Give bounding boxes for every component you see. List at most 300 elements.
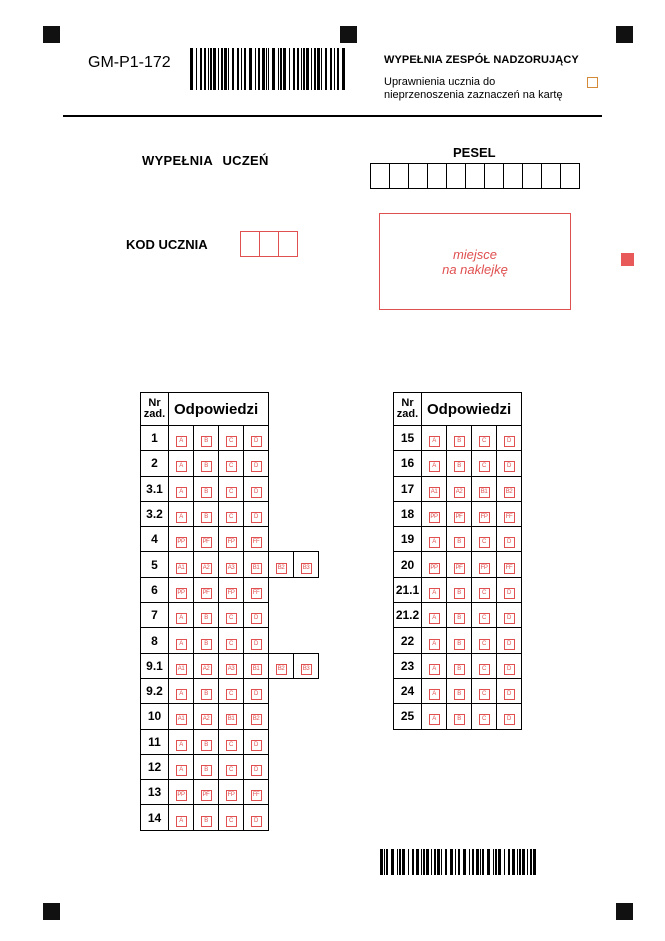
answer-option-box[interactable]: B	[201, 461, 212, 472]
pesel-digit-box[interactable]	[523, 164, 542, 188]
answer-row	[141, 653, 319, 678]
answer-option-box[interactable]: C	[226, 639, 237, 650]
header-nr-line2: zad.	[396, 408, 419, 420]
answer-option-box[interactable]: A	[429, 436, 440, 447]
answer-option-box[interactable]: D	[504, 689, 515, 700]
barcode-bar	[208, 48, 209, 90]
barcode-bar	[334, 48, 335, 90]
answer-row	[141, 729, 319, 754]
answer-option-box[interactable]: FF	[251, 537, 262, 548]
answer-option-box[interactable]: C	[479, 588, 490, 599]
answer-cell	[422, 678, 447, 703]
supervisor-text	[384, 76, 579, 102]
answer-row	[141, 476, 319, 501]
question-number: 20	[394, 552, 422, 577]
answer-row	[394, 628, 522, 653]
answer-option-box[interactable]: C	[479, 664, 490, 675]
answer-option-box[interactable]: D	[504, 714, 515, 725]
answer-option-box[interactable]: D	[504, 639, 515, 650]
answer-cell	[472, 628, 497, 653]
answer-cell	[269, 552, 294, 577]
answer-cell	[194, 426, 219, 451]
answer-option-box[interactable]: C	[226, 613, 237, 624]
answer-cell	[447, 704, 472, 729]
kod-ucznia-input[interactable]	[240, 231, 298, 257]
barcode-bar	[498, 849, 501, 875]
answer-cell	[497, 552, 522, 577]
answer-cell	[219, 426, 244, 451]
corner-marker-top-left	[43, 26, 60, 43]
answer-option-box[interactable]: FF	[504, 563, 515, 574]
barcode-bar	[412, 849, 414, 875]
answer-option-box[interactable]: B2	[504, 487, 515, 498]
answer-option-box[interactable]: A	[429, 714, 440, 725]
answer-cell	[294, 552, 319, 577]
answer-row	[141, 678, 319, 703]
barcode-bar	[325, 48, 327, 90]
barcode-bar	[522, 849, 525, 875]
barcode-bar	[221, 48, 223, 90]
answer-option-box[interactable]: A	[176, 765, 187, 776]
kod-digit-box[interactable]	[279, 232, 297, 256]
answer-option-box[interactable]: C	[226, 512, 237, 523]
answer-option-box[interactable]: A	[176, 639, 187, 650]
barcode-bar	[480, 849, 481, 875]
answer-option-box[interactable]: FP	[226, 537, 237, 548]
answer-cell	[169, 603, 194, 628]
sticker-text-line2: na naklejkę	[442, 261, 508, 277]
question-number: 17	[394, 476, 422, 501]
supervisor-text-line1: Uprawnienia ucznia do	[384, 76, 496, 88]
pesel-input[interactable]	[370, 163, 580, 189]
barcode-bar	[283, 48, 286, 90]
sticker-text-line1: miejsce	[452, 246, 498, 262]
answer-row	[141, 527, 319, 552]
pesel-digit-box[interactable]	[466, 164, 485, 188]
answer-option-box[interactable]: A	[429, 537, 440, 548]
answer-option-box[interactable]: B2	[276, 563, 287, 574]
header-odpowiedzi: Odpowiedzi	[169, 393, 269, 426]
answer-option-box[interactable]: FP	[226, 588, 237, 599]
answer-cell	[219, 780, 244, 805]
barcode-bar	[218, 48, 219, 90]
answer-option-box[interactable]: A2	[454, 487, 465, 498]
answer-cell	[219, 476, 244, 501]
answer-option-box[interactable]: C	[479, 537, 490, 548]
answer-option-box[interactable]: B	[454, 664, 465, 675]
answer-option-box[interactable]: D	[251, 613, 262, 624]
barcode-bar	[232, 48, 234, 90]
answer-cell	[497, 678, 522, 703]
answer-option-box[interactable]: B	[201, 816, 212, 827]
header-nr-line2: zad.	[143, 408, 166, 420]
barcode-bar	[423, 849, 425, 875]
answer-option-box[interactable]: A	[176, 436, 187, 447]
kod-digit-box[interactable]	[260, 232, 279, 256]
answer-option-box[interactable]: B1	[251, 563, 262, 574]
answer-cell	[447, 577, 472, 602]
barcode-bar	[487, 849, 490, 875]
answer-cell	[219, 552, 244, 577]
red-alignment-marker	[621, 253, 634, 266]
answer-option-box[interactable]: D	[251, 487, 262, 498]
answer-option-box[interactable]: A	[429, 588, 440, 599]
answer-cell	[219, 501, 244, 526]
answer-option-box[interactable]: B1	[251, 664, 262, 675]
answer-option-box[interactable]: D	[251, 639, 262, 650]
answer-option-box[interactable]: A	[429, 461, 440, 472]
answer-cell	[497, 577, 522, 602]
barcode-bar	[399, 849, 401, 875]
answer-cell	[472, 426, 497, 451]
barcode-bar	[224, 48, 227, 90]
answer-option-box[interactable]: B	[201, 613, 212, 624]
answer-option-box[interactable]: D	[504, 664, 515, 675]
answer-option-box[interactable]: B	[454, 537, 465, 548]
answer-option-box[interactable]: PF	[201, 588, 212, 599]
answer-option-box[interactable]: FF	[251, 588, 262, 599]
answer-cell	[244, 729, 269, 754]
answer-option-box[interactable]: C	[226, 689, 237, 700]
answer-option-box[interactable]: A	[176, 689, 187, 700]
answer-cell	[472, 501, 497, 526]
barcode-bar	[289, 48, 290, 90]
answer-option-box[interactable]: B2	[251, 714, 262, 725]
answer-row	[141, 704, 319, 729]
answer-option-box[interactable]: D	[251, 689, 262, 700]
answer-option-box[interactable]: A	[176, 487, 187, 498]
answer-option-box[interactable]: C	[479, 436, 490, 447]
question-number: 16	[394, 451, 422, 476]
question-number: 18	[394, 501, 422, 526]
answer-option-box[interactable]: A	[176, 816, 187, 827]
answer-row	[141, 552, 319, 577]
answer-cell	[194, 704, 219, 729]
barcode-bar	[472, 849, 474, 875]
answer-cell	[244, 754, 269, 779]
permission-checkbox[interactable]	[587, 77, 598, 88]
answer-cell	[422, 628, 447, 653]
answer-cell	[447, 552, 472, 577]
answer-row	[141, 451, 319, 476]
answer-option-box[interactable]: PP	[176, 790, 187, 801]
answer-cell	[472, 653, 497, 678]
barcode-bar	[337, 48, 339, 90]
question-number: 9.2	[141, 678, 169, 703]
answer-option-box[interactable]: B	[454, 639, 465, 650]
pesel-digit-box[interactable]	[561, 164, 579, 188]
answer-cell	[219, 603, 244, 628]
answer-option-box[interactable]: PF	[201, 537, 212, 548]
pesel-digit-box[interactable]	[542, 164, 561, 188]
answer-option-box[interactable]: B	[201, 436, 212, 447]
answer-cell	[422, 704, 447, 729]
answer-cell	[169, 552, 194, 577]
barcode-bar	[384, 849, 385, 875]
barcode-bar	[458, 849, 460, 875]
answer-option-box[interactable]: B1	[479, 487, 490, 498]
barcode-bar	[421, 849, 422, 875]
question-number: 19	[394, 527, 422, 552]
answer-cell	[497, 451, 522, 476]
barcode-bar	[380, 849, 383, 875]
answer-cell	[194, 552, 219, 577]
answer-option-box[interactable]: D	[251, 461, 262, 472]
answer-cell	[244, 476, 269, 501]
answer-option-box[interactable]: A	[176, 613, 187, 624]
question-number: 15	[394, 426, 422, 451]
question-number: 14	[141, 805, 169, 830]
barcode-bar	[402, 849, 405, 875]
answer-option-box[interactable]: B	[454, 461, 465, 472]
answer-table-right	[393, 392, 522, 730]
question-number: 23	[394, 653, 422, 678]
answer-option-box[interactable]: C	[226, 740, 237, 751]
answer-cell	[169, 577, 194, 602]
barcode-bar	[314, 48, 316, 90]
answer-cell	[422, 527, 447, 552]
pesel-digit-box[interactable]	[504, 164, 523, 188]
question-number: 1	[141, 426, 169, 451]
answer-option-box[interactable]: PP	[176, 588, 187, 599]
answer-option-box[interactable]: B	[201, 765, 212, 776]
answer-option-box[interactable]: PP	[176, 537, 187, 548]
barcode-bar	[278, 48, 279, 90]
answer-option-box[interactable]: C	[226, 765, 237, 776]
answer-cell	[447, 451, 472, 476]
answer-row	[394, 653, 522, 678]
header-nr-line1: Nr	[148, 397, 161, 409]
answer-option-box[interactable]: D	[251, 765, 262, 776]
answer-option-box[interactable]: A1	[176, 714, 187, 725]
answer-cell	[169, 628, 194, 653]
answer-cell	[447, 628, 472, 653]
barcode-bar	[268, 48, 270, 90]
answer-row	[394, 451, 522, 476]
answer-option-box[interactable]: B	[454, 689, 465, 700]
answer-option-box[interactable]: B	[454, 714, 465, 725]
pesel-digit-box[interactable]	[390, 164, 409, 188]
answer-option-box[interactable]: B	[201, 487, 212, 498]
answer-option-box[interactable]: D	[251, 816, 262, 827]
pesel-digit-box[interactable]	[409, 164, 428, 188]
barcode-bar	[437, 849, 440, 875]
answer-row	[141, 501, 319, 526]
answer-cell	[244, 704, 269, 729]
barcode-bar	[321, 48, 322, 90]
answer-cell	[422, 426, 447, 451]
corner-marker-top-center	[340, 26, 357, 43]
answer-cell	[194, 754, 219, 779]
answer-option-box[interactable]: B	[201, 740, 212, 751]
answer-option-box[interactable]: B	[201, 512, 212, 523]
answer-option-box[interactable]: A2	[201, 664, 212, 675]
pesel-digit-box[interactable]	[428, 164, 447, 188]
pesel-digit-box[interactable]	[485, 164, 504, 188]
answer-option-box[interactable]: D	[504, 461, 515, 472]
question-number: 11	[141, 729, 169, 754]
answer-option-box[interactable]: A	[429, 689, 440, 700]
question-number: 13	[141, 780, 169, 805]
answer-option-box[interactable]: D	[504, 436, 515, 447]
answer-option-box[interactable]: C	[226, 436, 237, 447]
answer-option-box[interactable]: D	[504, 613, 515, 624]
answer-cell	[244, 628, 269, 653]
answer-row	[394, 501, 522, 526]
answer-option-box[interactable]: B1	[226, 714, 237, 725]
answer-cell	[472, 552, 497, 577]
answer-option-box[interactable]: B	[201, 689, 212, 700]
answer-cell	[194, 501, 219, 526]
answer-option-box[interactable]: A2	[201, 714, 212, 725]
barcode-bar	[272, 48, 275, 90]
barcode-bar	[228, 48, 229, 90]
answer-option-box[interactable]: A	[429, 613, 440, 624]
answer-option-box[interactable]: FP	[479, 512, 490, 523]
barcode-top	[190, 48, 348, 90]
barcode-bar	[408, 849, 409, 875]
answer-option-box[interactable]: FP	[226, 790, 237, 801]
answer-cell	[447, 603, 472, 628]
answer-cell	[422, 552, 447, 577]
answer-cell	[194, 729, 219, 754]
answer-option-box[interactable]: B	[454, 436, 465, 447]
answer-option-box[interactable]: PF	[201, 790, 212, 801]
barcode-bar	[495, 849, 497, 875]
answer-option-box[interactable]: C	[226, 487, 237, 498]
corner-marker-bottom-right	[616, 903, 633, 920]
answer-option-box[interactable]: FP	[479, 563, 490, 574]
answer-option-box[interactable]: D	[251, 436, 262, 447]
answer-option-box[interactable]: C	[479, 639, 490, 650]
answer-cell	[244, 805, 269, 830]
answer-row	[141, 628, 319, 653]
answer-cell	[244, 780, 269, 805]
answer-option-box[interactable]: A1	[176, 563, 187, 574]
answer-cell	[194, 577, 219, 602]
answer-option-box[interactable]: FF	[251, 790, 262, 801]
answer-option-box[interactable]: A	[429, 639, 440, 650]
answer-cell	[219, 678, 244, 703]
answer-option-box[interactable]: C	[479, 613, 490, 624]
answer-option-box[interactable]: B3	[301, 664, 312, 675]
question-number: 2	[141, 451, 169, 476]
answer-option-box[interactable]: B	[454, 613, 465, 624]
answer-option-box[interactable]: A1	[176, 664, 187, 675]
answer-option-box[interactable]: A	[176, 740, 187, 751]
answer-cell	[497, 603, 522, 628]
answer-cell	[169, 754, 194, 779]
answer-option-box[interactable]: C	[479, 461, 490, 472]
answer-option-box[interactable]: B3	[301, 563, 312, 574]
barcode-bar	[306, 48, 309, 90]
answer-row	[141, 603, 319, 628]
answer-option-box[interactable]: B2	[276, 664, 287, 675]
answer-option-box[interactable]: PP	[429, 512, 440, 523]
barcode-bar	[482, 849, 484, 875]
answer-cell	[497, 628, 522, 653]
answer-cell	[244, 678, 269, 703]
barcode-bar	[397, 849, 398, 875]
answer-option-box[interactable]: A	[176, 512, 187, 523]
answer-option-box[interactable]: PP	[429, 563, 440, 574]
answer-cell	[422, 476, 447, 501]
answer-option-box[interactable]: A3	[226, 664, 237, 675]
barcode-bar	[416, 849, 419, 875]
answer-option-box[interactable]: A2	[201, 563, 212, 574]
corner-marker-bottom-left	[43, 903, 60, 920]
question-number: 25	[394, 704, 422, 729]
answer-cell	[294, 653, 319, 678]
answer-cell	[472, 704, 497, 729]
answer-option-box[interactable]: B	[454, 588, 465, 599]
barcode-bar	[426, 849, 429, 875]
answer-option-box[interactable]: D	[504, 588, 515, 599]
barcode-bar	[431, 849, 432, 875]
answer-option-box[interactable]: A	[429, 664, 440, 675]
question-number: 12	[141, 754, 169, 779]
pesel-digit-box[interactable]	[371, 164, 390, 188]
question-number: 21.1	[394, 577, 422, 602]
barcode-bar	[476, 849, 479, 875]
answer-option-box[interactable]: A3	[226, 563, 237, 574]
question-number: 5	[141, 552, 169, 577]
barcode-bar	[463, 849, 466, 875]
answer-cell	[169, 426, 194, 451]
answer-option-box[interactable]: A1	[429, 487, 440, 498]
answer-cell	[497, 653, 522, 678]
pesel-digit-box[interactable]	[447, 164, 466, 188]
answer-cell	[422, 501, 447, 526]
answer-cell	[497, 426, 522, 451]
answer-option-box[interactable]: C	[479, 689, 490, 700]
answer-option-box[interactable]: B	[201, 639, 212, 650]
answer-option-box[interactable]: C	[226, 816, 237, 827]
answer-option-box[interactable]: D	[251, 512, 262, 523]
kod-digit-box[interactable]	[241, 232, 260, 256]
answer-row	[141, 805, 319, 830]
barcode-bar	[391, 849, 394, 875]
barcode-bar	[445, 849, 447, 875]
answer-option-box[interactable]: D	[251, 740, 262, 751]
barcode-bar	[512, 849, 515, 875]
pesel-label: PESEL	[453, 145, 496, 160]
barcode-bar	[190, 48, 193, 90]
answer-option-box[interactable]: PF	[454, 563, 465, 574]
answer-cell	[219, 527, 244, 552]
answer-option-box[interactable]: PF	[454, 512, 465, 523]
answer-option-box[interactable]: D	[504, 537, 515, 548]
answer-cell	[244, 451, 269, 476]
answer-option-box[interactable]: A	[176, 461, 187, 472]
answer-cell	[169, 704, 194, 729]
student-fill-label: WYPEŁNIA UCZEŃ	[142, 153, 269, 168]
barcode-bar	[262, 48, 265, 90]
answer-cell	[244, 653, 269, 678]
answer-cell	[219, 451, 244, 476]
answer-cell	[194, 476, 219, 501]
barcode-bar	[533, 849, 536, 875]
answer-option-box[interactable]: FF	[504, 512, 515, 523]
header-odpowiedzi: Odpowiedzi	[422, 393, 522, 426]
answer-option-box[interactable]: C	[226, 461, 237, 472]
answer-option-box[interactable]: C	[479, 714, 490, 725]
barcode-bar	[517, 849, 518, 875]
barcode-bar	[204, 48, 207, 90]
question-number: 6	[141, 577, 169, 602]
answer-cell	[472, 451, 497, 476]
answer-cell	[169, 780, 194, 805]
